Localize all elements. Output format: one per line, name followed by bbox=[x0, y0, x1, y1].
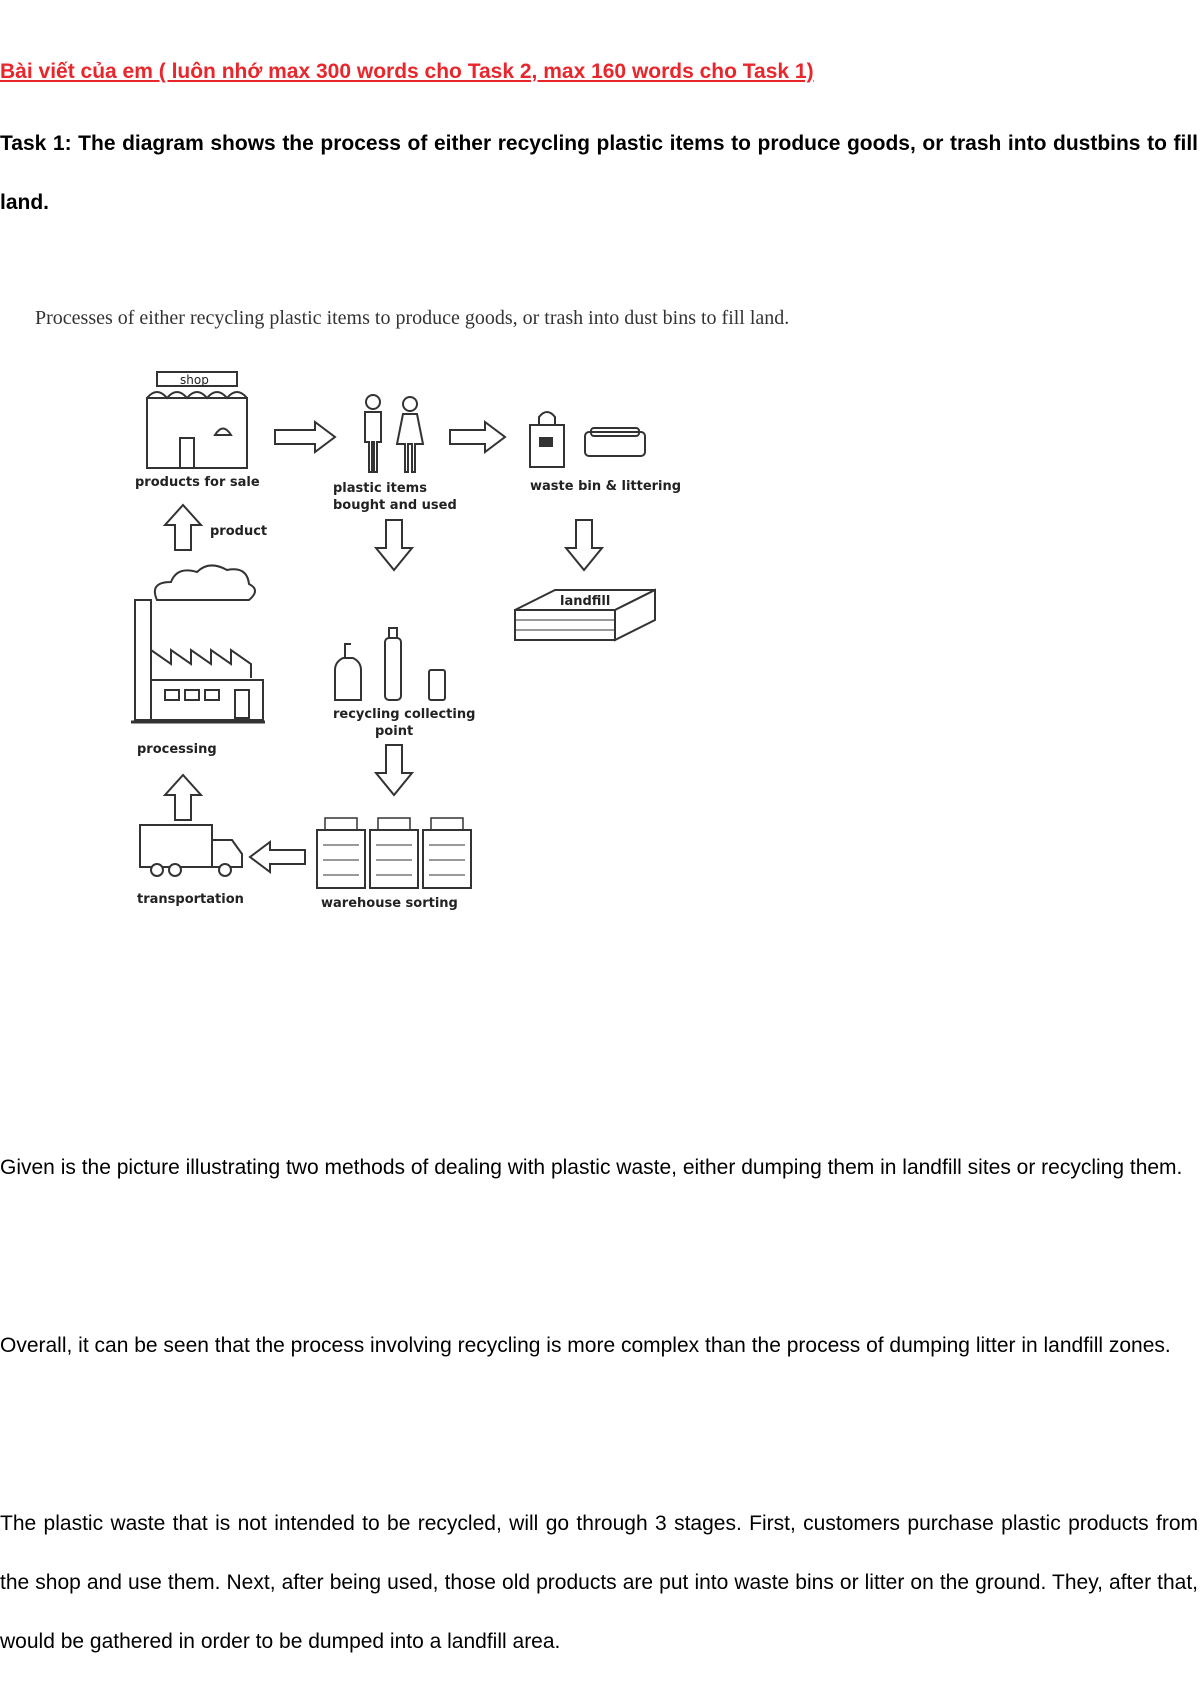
label-products-for-sale: products for sale bbox=[135, 475, 260, 490]
label-waste-bin: waste bin & littering bbox=[530, 479, 682, 494]
arrow-up-processing bbox=[165, 775, 201, 820]
label-warehouse: warehouse sorting bbox=[321, 896, 458, 911]
arrow-right-1 bbox=[275, 422, 335, 452]
label-plastic-items-1: plastic items bbox=[333, 481, 427, 496]
factory-icon bbox=[131, 565, 265, 722]
arrow-right-2 bbox=[450, 422, 505, 452]
label-processing: processing bbox=[137, 742, 217, 757]
essay-paragraph-2: Overall, it can be seen that the process involving recycling is more complex than the process of dumping litter in landfill zones. bbox=[0, 1334, 1171, 1357]
bottles-icon bbox=[335, 628, 445, 700]
arrow-down-1 bbox=[376, 520, 412, 570]
arrow-left bbox=[250, 842, 305, 872]
essay-paragraph-3: The plastic waste that is not intended to be recycled, will go through 3 stages. First, customers purchase plastic products from the shop and use them. Next, after being used, those old products are put into waste bins or litter on the ground. They, after that, would be gathered in order to be dumped into a landfill area. bbox=[0, 1512, 1198, 1653]
waste-bin-icon bbox=[530, 412, 645, 467]
label-product: product bbox=[210, 524, 268, 539]
arrow-down-3 bbox=[376, 745, 412, 795]
shop-sign-text: shop bbox=[180, 373, 209, 387]
process-diagram bbox=[135, 373, 695, 980]
warehouse-icon bbox=[317, 818, 471, 888]
label-recycling-1: recycling collecting bbox=[333, 707, 476, 722]
task-prompt: Task 1: The diagram shows the process of either recycling plastic items to produce goods, or trash into dustbins to fill land. bbox=[0, 132, 1198, 214]
truck-icon bbox=[140, 825, 242, 876]
essay-paragraph-1: Given is the picture illustrating two methods of dealing with plastic waste, either dumping them in landfill sites or recycling them. bbox=[0, 1156, 1183, 1179]
header-link[interactable]: Bài viết của em ( luôn nhớ max 300 words cho Task 2, max 160 words cho Task 1) bbox=[0, 60, 814, 83]
arrow-up-product bbox=[165, 505, 201, 550]
diagram-title: Processes of either recycling plastic items to produce goods, or trash into dust bins to fill land. bbox=[35, 307, 790, 329]
label-recycling-2: point bbox=[375, 724, 414, 739]
arrow-down-2 bbox=[566, 520, 602, 570]
label-landfill: landfill bbox=[560, 594, 611, 609]
label-plastic-items-2: bought and used bbox=[333, 498, 457, 513]
people-icon bbox=[365, 395, 423, 472]
label-transportation: transportation bbox=[137, 892, 244, 907]
